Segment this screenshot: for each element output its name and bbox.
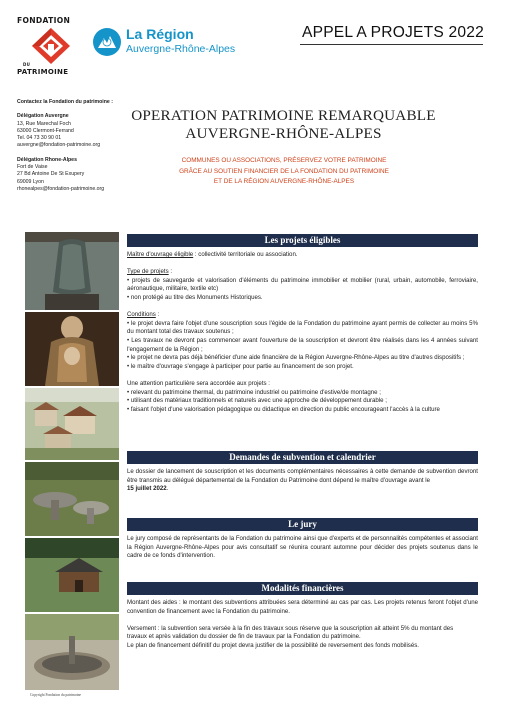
cond-item-4: • le maître d'ouvrage s'engage à participer pour partie au financement de son projet. [127, 362, 354, 370]
type-item-1: • projets de sauvegarde et valorisation d'éléments du patrimoine immobilier et mobilier (rural, urbain, automobile, ferroviaire, aéronautique, militaire, textile etc) [127, 276, 478, 293]
type-label-line: Type de projets : [127, 268, 173, 276]
modalites-body [127, 599, 478, 651]
fondation-patrimoine-logo [17, 16, 87, 76]
attention-item-2: • utilisant des matériaux traditionnels et naturels avec une approche de développement durable ; [127, 397, 387, 405]
region-subname: Auvergne-Rhône-Alpes [126, 43, 236, 55]
attention-item-1: • relevant du patrimoine thermal, du patrimoine industriel ou patrimoine d'estive/de montagne ; [127, 388, 381, 396]
rhone-address-2: 27 Bd Antoine De St Exupery [17, 171, 85, 178]
region-name: La Région [126, 26, 194, 42]
modalites-versement-1: Versement : la subvention sera versée à la fin des travaux sous réserve que la souscription ait atteint 5% du montant des [127, 624, 454, 632]
cond-item-2: • Les travaux ne devront pas commencer avant l'ouverture de la souscription et devront être réalisés dans les 4 années suivant l'engagement de la Région ; [127, 336, 478, 353]
rhone-title: Délégation Rhone-Alpes [17, 156, 77, 163]
auvergne-email[interactable]: auvergne@fondation-patrimoine.org [17, 142, 101, 149]
operation-subtitle [140, 156, 428, 188]
title-underline [300, 44, 483, 45]
attention-intro: Une attention particulière sera accordée aux projets : [127, 379, 270, 387]
operation-title-line2: AUVERGNE-RHÔNE-ALPES [185, 125, 382, 142]
appel-projets-title: APPEL A PROJETS 2022 [302, 24, 484, 41]
fdp-emblem-icon [30, 26, 72, 66]
section-projets [127, 234, 478, 414]
projets-body [127, 251, 478, 414]
section-demandes [127, 451, 478, 494]
logo-text-fondation: FONDATION [17, 16, 71, 25]
rhone-address-3: 69009 Lyon [17, 178, 44, 185]
photo-caption: Copyright Fondation du patrimoine [30, 693, 82, 697]
photo-village [25, 388, 119, 460]
deadline-date: 15 juillet 2022 [127, 485, 167, 493]
auvergne-address-1: 13, Rue Marechal Foch [17, 120, 71, 127]
modalites-montant: Montant des aides : le montant des subventions attribuées sera déterminé au cas par cas. Les projets retenus feront l'objet d'une convention de financement avec la Fondation du patrimoine. [127, 599, 478, 615]
photo-stones [25, 462, 119, 536]
photo-fountain [25, 614, 119, 690]
photo-statue [25, 312, 119, 386]
rhone-address-1: Fort de Vaise [17, 164, 48, 171]
subtitle-line2: GRÂCE AU SOUTIEN FINANCIER DE LA FONDATION DU PATRIMOINE [179, 167, 389, 175]
operation-title-line1: OPERATION PATRIMOINE REMARQUABLE [131, 107, 436, 124]
section-heading-demandes: Demandes de subvention et calendrier [127, 451, 478, 464]
region-emblem-icon [92, 27, 122, 57]
subtitle-line1: COMMUNES OU ASSOCIATIONS, PRÉSERVEZ VOTRE PATRIMOINE [181, 157, 387, 164]
cond-item-1: • le projet devra faire l'objet d'une souscription sous l'égide de la Fondation du patrimoine ayant permis de collecter au moins 5% du montant total des travaux soutenus ; [127, 319, 478, 336]
rhone-email[interactable]: rhonealpes@fondation-patrimoine.org [17, 185, 105, 192]
contact-heading: Contactez la Fondation du patrimoine : [17, 99, 113, 105]
maitre-line: Maître d'ouvrage éligible : collectivité territoriale ou association. [127, 251, 298, 258]
auvergne-title: Délégation Auvergne [17, 113, 69, 120]
demandes-body [127, 468, 478, 494]
type-item-2: • non protégé au titre des Monuments Historiques. [127, 293, 263, 301]
operation-title [130, 107, 437, 143]
photo-bell [25, 232, 119, 310]
photo-mountain-farm [25, 538, 119, 612]
attention-item-3: • faisant l'objet d'une valorisation pédagogique ou didactique en direction du public encourageant l'accès à la culture [127, 405, 440, 413]
jury-text: Le jury composé de représentants de la Fondation du patrimoine ainsi que d'experts et de personnalités compétentes et associant la Région Auvergne-Rhône-Alpes pour avis consultatif se réunira courant automne pour décider des projets soutenus dans le cadre de ce fonds d'intervention. [127, 535, 478, 560]
section-modalites [127, 582, 478, 651]
demandes-date-line: 15 juillet 2022. [127, 485, 169, 493]
subtitle-line3: ET DE LA RÉGION AUVERGNE-RHÔNE-ALPES [213, 178, 355, 186]
section-heading-jury: Le jury [127, 518, 478, 531]
modalites-versement-2: travaux et après validation du dossier de fin de travaux par la Fondation du patrimoine. [127, 633, 361, 641]
cond-item-3: • le projet ne devra pas déjà bénéficier d'une aide financière de la Région Auvergne-Rhône-Alpes au titre d'autres dispositifs ; [127, 354, 465, 362]
auvergne-address-2: 63000 Clermont-Ferrand [17, 127, 74, 134]
logo-text-patrimoine: DU PATRIMOINE [17, 62, 69, 76]
section-heading-projets: Les projets éligibles [127, 234, 478, 247]
cond-label-line: Conditions : [127, 311, 160, 319]
region-logo [92, 24, 267, 58]
section-jury [127, 518, 478, 561]
demandes-text: Le dossier de lancement de souscription et les documents complémentaires nécessaires à cette demande de subvention devront être transmis au délégué départemental de la Fondation du Patrimoine dont dépend le maître d'ouvrage avant le [127, 468, 478, 484]
contact-block [17, 99, 129, 193]
modalites-versement-3: Le plan de financement définitif du projet devra justifier de la possibilité de reversement des fonds mobilisés. [127, 641, 419, 649]
section-heading-modalites: Modalités financières [127, 582, 478, 595]
auvergne-phone: Tel. 04 73 30 90 01 [17, 135, 62, 142]
